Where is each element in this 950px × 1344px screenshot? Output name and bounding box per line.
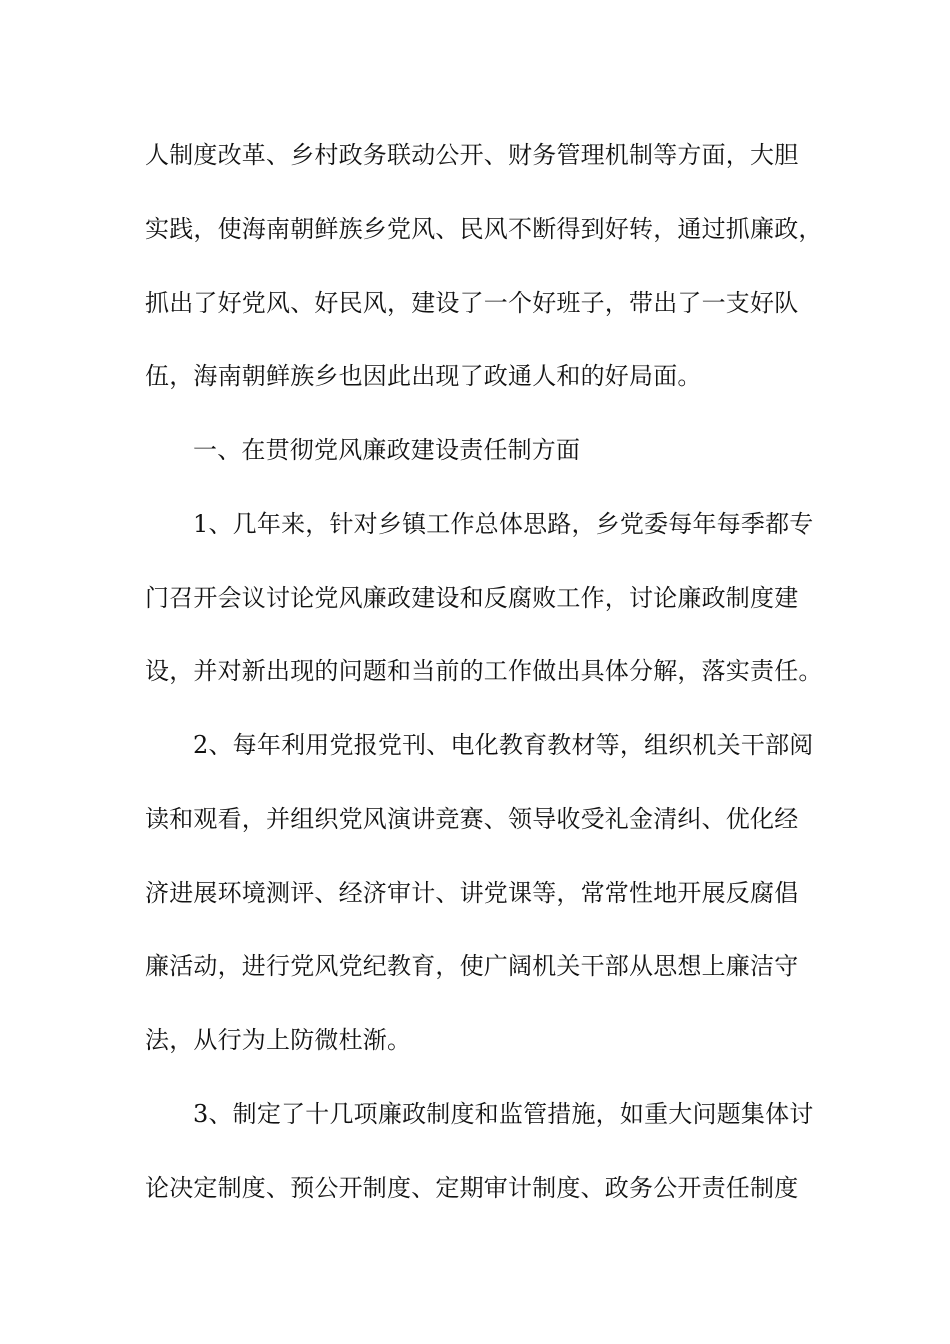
body-text-line: 济进展环境测评、经济审计、讲党课等，常常性地开展反腐倡 [145,879,799,907]
body-text-line: 实践，使海南朝鲜族乡党风、民风不断得到好转，通过抓廉政， [145,215,823,243]
body-text-line: 3、制定了十几项廉政制度和监管措施，如重大问题集体讨 [193,1100,814,1128]
section-heading: 一、在贯彻党风廉政建设责任制方面 [193,436,581,464]
body-text-line: 抓出了好党风、好民风，建设了一个好班子，带出了一支好队 [145,289,799,317]
body-text-line: 论决定制度、预公开制度、定期审计制度、政务公开责任制度 [145,1174,799,1202]
body-text-line: 法，从行为上防微杜渐。 [145,1026,412,1054]
body-text-line: 廉活动，进行党风党纪教育，使广阔机关干部从思想上廉洁守 [145,952,799,980]
body-text-line: 设，并对新出现的问题和当前的工作做出具体分解，落实责任。 [145,657,823,685]
body-text-line: 伍，海南朝鲜族乡也因此出现了政通人和的好局面。 [145,362,702,390]
body-text-line: 人制度改革、乡村政务联动公开、财务管理机制等方面，大胆 [145,141,799,169]
body-text-line: 1、几年来，针对乡镇工作总体思路，乡党委每年每季都专 [193,510,814,538]
body-text-line: 2、每年利用党报党刊、电化教育教材等，组织机关干部阅 [193,731,814,759]
body-text-line: 读和观看，并组织党风演讲竞赛、领导收受礼金清纠、优化经 [145,805,799,833]
body-text-line: 门召开会议讨论党风廉政建设和反腐败工作，讨论廉政制度建 [145,584,799,612]
